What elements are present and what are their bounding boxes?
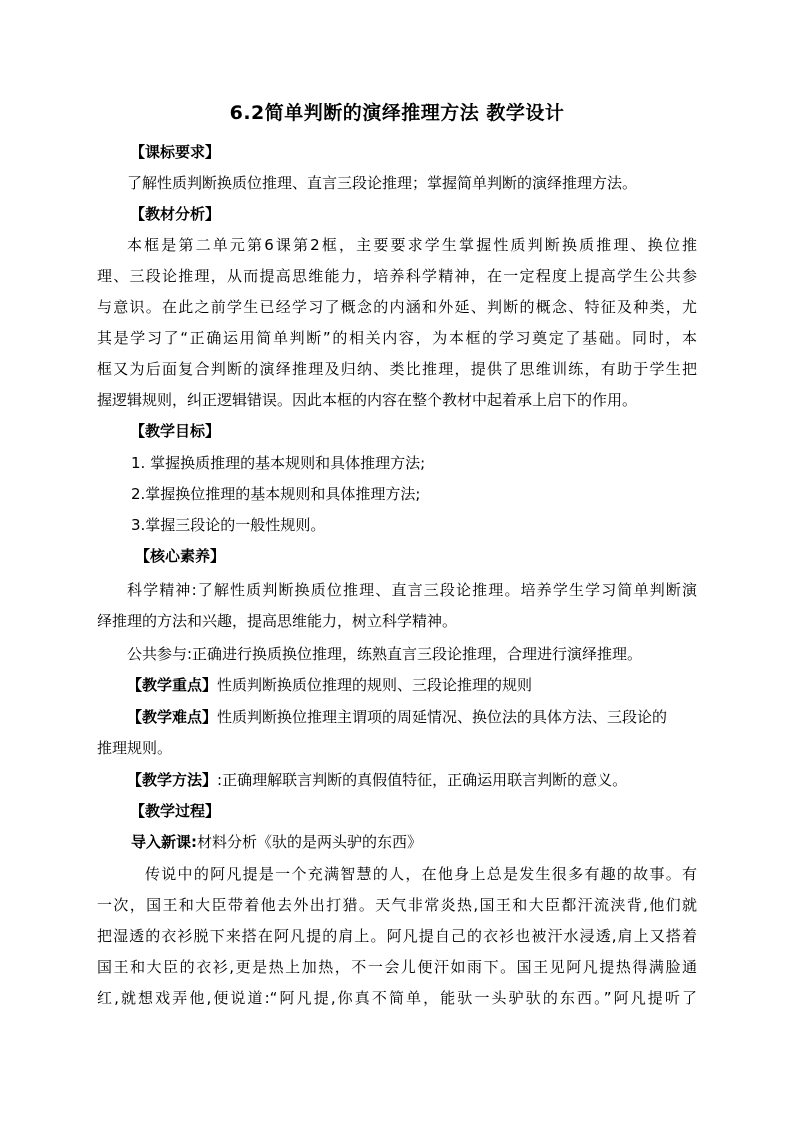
paragraph-line: 框又为后面复合判断的演绎推理及归纳、类比推理，提供了思维训练，有助于学生把	[97, 360, 697, 378]
difficulty-text: 性质判断换位推理主谓项的周延情况、换位法的具体方法、三段论的	[217, 708, 668, 726]
list-item: 1. 掌握换质推理的基本规则和具体推理方法;	[131, 454, 426, 472]
paragraph-line: 了解性质判断换质位推理、直言三段论推理；掌握简单判断的演绎推理方法。	[127, 174, 638, 192]
difficulty-line	[127, 706, 697, 727]
story-line: 一次，国王和大臣带着他去外出打猎。天气非常炎热,国王和大臣都汗流浃背,他们就	[97, 896, 697, 914]
intro-label: 导入新课:	[131, 833, 197, 851]
intro-text: 材料分析《驮的是两头驴的东西》	[197, 833, 423, 851]
paragraph-line: 公共参与:正确进行换质换位推理，练熟直言三段论推理，合理进行演绎推理。	[127, 645, 643, 663]
paragraph-line: 握逻辑规则，纠正逻辑错误。因此本框的内容在整个教材中起着承上启下的作用。	[97, 391, 638, 409]
intro-line	[131, 831, 697, 852]
section-heading-mubiao: 【教学目标】	[130, 422, 221, 440]
section-heading-jiaocai: 【教材分析】	[130, 205, 221, 223]
key-point-label: 【教学重点】	[127, 676, 218, 694]
list-item: 2.掌握换位推理的基本规则和具体推理方法;	[131, 485, 421, 503]
page-title: 6.2简单判断的演绎推理方法 教学设计	[229, 102, 565, 124]
paragraph-line: 本框是第二单元第6课第2框，主要要求学生掌握性质判断换质推理、换位推	[127, 236, 697, 254]
method-label: 【教学方法】	[127, 771, 218, 789]
method-line	[127, 769, 697, 790]
list-item: 3.掌握三段论的一般性规则。	[131, 516, 326, 534]
paragraph-line: 绎推理的方法和兴趣，提高思维能力，树立科学精神。	[97, 612, 458, 630]
section-heading-kebiao: 【课标要求】	[130, 143, 221, 161]
paragraph-line: 科学精神:了解性质判断换质位推理、直言三段论推理。培养学生学习简单判断演	[127, 581, 697, 599]
paragraph-line: 与意识。在此之前学生已经学习了概念的内涵和外延、判断的概念、特征及种类，尤	[97, 298, 697, 316]
section-heading-guocheng: 【教学过程】	[130, 802, 221, 820]
method-text: :正确理解联言判断的真假值特征，正确运用联言判断的意义。	[217, 771, 628, 789]
difficulty-line-2: 推理规则。	[97, 739, 173, 757]
story-line: 国王和大臣的衣衫,更是热上加热，不一会儿便汗如雨下。国王见阿凡提热得满脸通	[97, 958, 697, 976]
section-heading-suyang: 【核心素养】	[135, 547, 226, 565]
story-line: 红,就想戏弄他,便说道:“阿凡提,你真不简单，能驮一头驴驮的东西。”阿凡提听了	[97, 989, 697, 1007]
paragraph-line: 其是学习了“正确运用简单判断”的相关内容，为本框的学习奠定了基础。同时，本	[97, 329, 697, 347]
key-point-line	[127, 674, 697, 695]
paragraph-line: 理、三段论推理，从而提高思维能力，培养科学精神，在一定程度上提高学生公共参	[97, 267, 697, 285]
difficulty-label: 【教学难点】	[127, 708, 218, 726]
story-line: 传说中的阿凡提是一个充满智慧的人，在他身上总是发生很多有趣的故事。有	[145, 865, 697, 883]
story-line: 把湿透的衣衫脱下来搭在阿凡提的肩上。阿凡提自己的衣衫也被汗水浸透,肩上又搭着	[97, 927, 697, 945]
key-point-text: 性质判断换质位推理的规则、三段论推理的规则	[217, 676, 533, 694]
